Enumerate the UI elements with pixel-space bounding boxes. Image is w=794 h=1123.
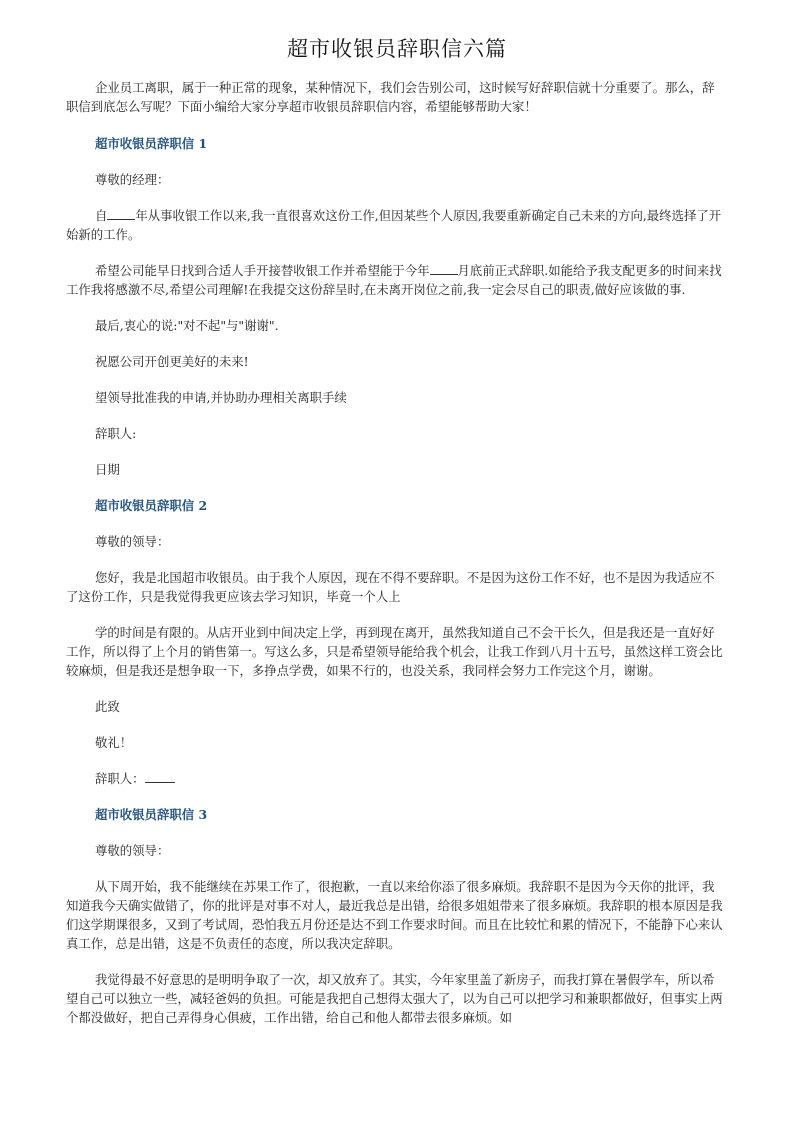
letter1-p1-start: 自	[95, 208, 108, 223]
letter3-salutation: 尊敬的领导：	[95, 843, 170, 858]
letter2-closing-1: 此致	[95, 699, 120, 714]
letter2-paragraph-2: 学的时间是有限的。从店开业到中间决定上学，再到现在离开，虽然我知道自己不会干长久，但是我还是一直好好工作，所以得了上个月的销售第一。写这么多，只是希望领导能给我个机会，让我工作到八月十五号，虽然这样工资会比较麻烦，但是我还是想争取一下，多挣点学费，如果不行的，也没关系，我同样会努力工作完这个月，谢谢。	[66, 625, 723, 678]
letter3-paragraph-1: 从下周开始，我不能继续在苏果工作了，很抱歉，一直以来给你添了很多麻烦。我辞职不是因为今天你的批评，我知道我今天确实做错了，你的批评是对事不对人，最近我总是出错，给很多姐姐带来了很多麻烦。我辞职的根本原因是我们这学期课很多，又到了考试周，恐怕我五月份还是达不到工作要求时间。而且在比较忙和累的情况下，不能静下心来认真工作，总是出错，这是不负责任的态度，所以我决定辞职。	[66, 879, 723, 951]
letter2-signature	[66, 769, 726, 788]
letter2-heading: 超市收银员辞职信 2	[95, 498, 208, 513]
letter1-paragraph-1	[66, 206, 726, 244]
letter1-p2-start: 希望公司能早日找到合适人手开接替收银工作并希望能于今年	[95, 263, 430, 278]
letter1-signature: 辞职人:	[95, 426, 137, 441]
letter1-paragraph-5: 望领导批准我的申请,并协助办理相关离职手续	[95, 390, 347, 405]
letter2-paragraph-1: 您好，我是北国超市收银员。由于我个人原因，现在不得不要辞职。不是因为这份工作不好，也不是因为我适应不了这份工作，只是我觉得我更应该去学习知识，毕竟一个人上	[66, 570, 715, 604]
letter2-salutation: 尊敬的领导：	[95, 534, 170, 549]
letter2-closing-2: 敬礼！	[95, 735, 133, 750]
letter1-paragraph-4: 祝愿公司开创更美好的未来!	[95, 354, 249, 369]
letter3-paragraph-2: 我觉得最不好意思的是明明争取了一次，却又放弃了。其实，今年家里盖了新房子，而我打算在暑假学车，所以希望自己可以独立一些，减轻爸妈的负担。可能是我把自己想得太强大了，以为自己可以把学习和兼职都做好，但事实上两个都没做好，把自己弄得身心俱疲，工作出错，给自己和他人都带去很多麻烦。如	[66, 972, 723, 1025]
signature-blank	[145, 771, 175, 783]
letter2-sign-label: 辞职人：	[95, 771, 145, 786]
letter1-p2-rest: 月底前正式辞职.如能给予我支配更多的时间来找工作我将感激不尽,希望公司理解!在我提交这份辞呈时,在未离开岗位之前,我一定会尽自己的职责,做好应该做的事.	[66, 263, 722, 297]
letter1-p1-rest: 年从事收银工作以来,我一直很喜欢这份工作,但因某些个人原因,我要重新确定自己未来的方向,最终选择了开始新的工作。	[66, 208, 722, 242]
page-title: 超市收银员辞职信六篇	[287, 37, 507, 61]
letter1-paragraph-2	[66, 261, 726, 299]
letter1-salutation: 尊敬的经理：	[95, 172, 170, 187]
month-blank	[430, 263, 458, 275]
intro-paragraph: 企业员工离职，属于一种正常的现象，某种情况下，我们会告别公司，这时候写好辞职信就十分重要了。那么，辞职信到底怎么写呢？下面小编给大家分享超市收银员辞职信内容，希望能够帮助大家！	[66, 80, 715, 114]
year-blank	[107, 208, 135, 220]
letter1-paragraph-3: 最后,衷心的说:"对不起"与"谢谢".	[95, 318, 279, 333]
letter1-heading: 超市收银员辞职信 1	[95, 136, 208, 151]
letter1-date: 日期	[95, 462, 120, 477]
letter3-heading: 超市收银员辞职信 3	[95, 807, 208, 822]
document-body	[66, 78, 726, 1027]
